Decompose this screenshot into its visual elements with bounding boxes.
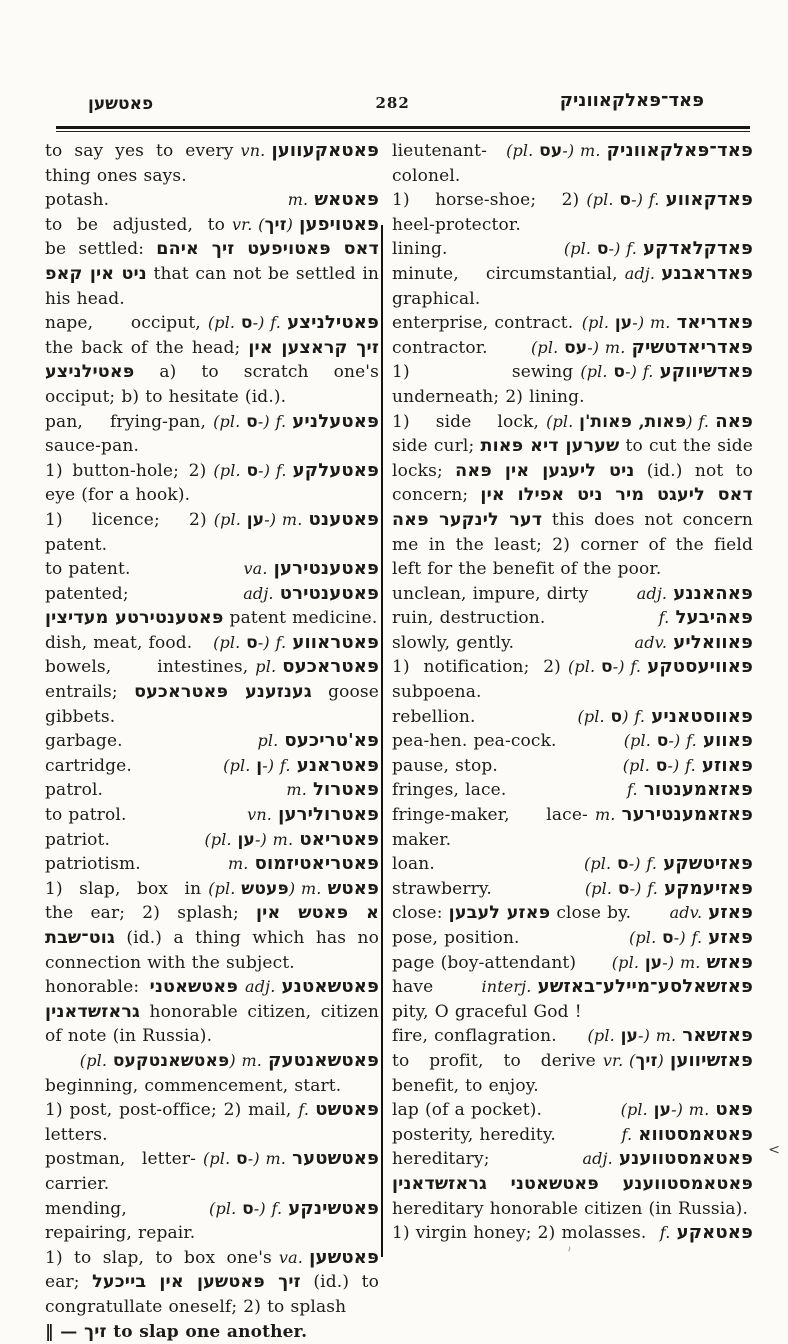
dictionary-entry xyxy=(392,877,753,902)
entry-head xyxy=(214,508,379,533)
entry-head xyxy=(531,336,753,361)
headword: פּאטעלקע xyxy=(293,460,379,481)
entry-head xyxy=(568,655,753,680)
grammar-tag: (pl. ען-) m. xyxy=(621,1100,710,1120)
grammar-tag: (pl. ען-) m. xyxy=(588,1026,677,1046)
grammar-tag: adj. xyxy=(625,264,655,284)
entry-definition: pan, frying-pan, sauce-pan. xyxy=(45,412,206,457)
dictionary-entry xyxy=(392,1221,753,1246)
entry-definition: page (boy-attendant) xyxy=(392,953,576,973)
grammar-tag: (pl. ס-) f. xyxy=(209,1199,282,1219)
dictionary-entry xyxy=(392,606,753,631)
grammar-tag: (pl. ען-) m. xyxy=(612,953,701,973)
entry-head xyxy=(213,410,379,435)
entry-head xyxy=(578,705,754,730)
entry-definition: patented; פּאטענטירטע מעדיצין patent medicine. xyxy=(45,584,377,629)
dictionary-entry xyxy=(45,139,379,188)
grammar-tag: (pl. עס-) m. xyxy=(531,338,625,358)
grammar-tag: (pl. ן-) f. xyxy=(223,756,290,776)
entry-definition: garbage. xyxy=(45,731,123,751)
headword: פּאטילניצע xyxy=(287,312,379,333)
entry-definition: pose, position. xyxy=(392,928,520,948)
entry-head xyxy=(595,803,753,828)
entry-head xyxy=(279,1246,379,1271)
entry-head xyxy=(624,729,753,754)
headword: פּאטשאטנע xyxy=(282,976,380,997)
entry-head xyxy=(203,1147,379,1172)
right-column xyxy=(379,139,753,1344)
entry-definition: postman, letter-carrier. xyxy=(45,1149,196,1194)
entry-definition: pea-hen. pea-cock. xyxy=(392,731,557,751)
headword: פּאטאמסטווענע xyxy=(619,1148,753,1169)
entry-definition: 1) notification; 2) subpoena. xyxy=(392,657,561,702)
grammar-tag: (pl. ס-) f. xyxy=(623,756,696,776)
dictionary-entry xyxy=(392,336,753,361)
left-column xyxy=(45,139,379,1344)
dictionary-entry xyxy=(45,655,379,729)
headword: פּאטש xyxy=(328,878,379,899)
entry-head xyxy=(241,139,380,164)
dictionary-entry xyxy=(392,754,753,779)
guide-word-left: פאטשען xyxy=(88,94,153,114)
grammar-tag: (pl. ס) f. xyxy=(578,707,646,727)
grammar-tag: vn. xyxy=(247,805,272,825)
entry-head xyxy=(243,582,379,607)
grammar-tag: adj. xyxy=(245,977,275,997)
grammar-tag: pl. xyxy=(257,731,278,751)
grammar-tag: (pl. ס-) f. xyxy=(624,731,697,751)
entry-definition: to say yes to every thing ones says. xyxy=(45,141,234,186)
entry-head xyxy=(257,729,379,754)
ink-speck: ٫ xyxy=(565,1242,572,1253)
headword: פּאטשען xyxy=(309,1247,379,1268)
guide-word-right: פּאד־פּאלקאווניק xyxy=(560,90,704,111)
entry-definition: minute, circumstantial, graphical. xyxy=(392,264,618,309)
grammar-tag: vn. xyxy=(241,141,266,161)
headword: פּאטענטירט xyxy=(280,583,379,604)
entry-head xyxy=(80,1049,379,1074)
dictionary-entry xyxy=(45,582,379,631)
headword: פּאזשאלסע־מיילע־באזשע xyxy=(538,976,753,997)
entry-head xyxy=(245,975,379,1000)
entry-definition: beginning, commencement, start. xyxy=(45,1076,341,1096)
dictionary-entry xyxy=(45,459,379,508)
dictionary-entry xyxy=(392,705,753,730)
dictionary-entry xyxy=(392,237,753,262)
headword: פּאוואליע xyxy=(673,632,753,653)
dictionary-entry xyxy=(45,877,379,975)
entry-definition: rebellion. xyxy=(392,707,476,727)
entry-head xyxy=(670,901,753,926)
grammar-tag: m. xyxy=(286,780,307,800)
entry-head xyxy=(625,262,753,287)
grammar-tag: va. xyxy=(279,1248,303,1268)
grammar-tag: (pl. ען-) m. xyxy=(205,830,294,850)
entry-head xyxy=(635,631,753,656)
dictionary-entry xyxy=(392,188,753,237)
entry-definition: to patent. xyxy=(45,559,131,579)
headword: פּאטראכעס xyxy=(282,656,379,677)
entry-head xyxy=(564,237,753,262)
headword: פּאזש xyxy=(707,952,753,973)
entry-definition: 1) horse-shoe; 2) heel-protector. xyxy=(392,190,579,235)
entry-head xyxy=(637,582,753,607)
grammar-tag: (pl. ען-) m. xyxy=(214,510,303,530)
headword: פּאטענט xyxy=(309,509,379,530)
entry-head xyxy=(288,188,379,213)
dictionary-entry xyxy=(392,1123,753,1148)
dictionary-entry xyxy=(45,1098,379,1147)
grammar-tag: adv. xyxy=(635,633,668,653)
headword: פּאדשיווקע xyxy=(660,361,753,382)
entry-head xyxy=(580,360,753,385)
headword: פּאטעלניע xyxy=(292,411,379,432)
entry-definition: lining. xyxy=(392,239,448,259)
entry-head xyxy=(255,655,379,680)
entry-definition: 1) button-hole; 2) eye (for a hook). xyxy=(45,461,206,506)
entry-head xyxy=(612,951,753,976)
grammar-tag: (pl. ס-) f. xyxy=(585,879,658,899)
dictionary-entry xyxy=(392,729,753,754)
headword: פּא'טריכעס xyxy=(284,730,379,751)
dictionary-entry xyxy=(45,188,379,213)
entry-head xyxy=(205,828,380,853)
entry-definition: patrol. xyxy=(45,780,103,800)
entry-definition: mending, repairing, repair. xyxy=(45,1199,195,1244)
entry-definition: unclean, impure, dirty xyxy=(392,584,588,604)
dictionary-entry xyxy=(392,778,753,803)
dictionary-entry xyxy=(392,901,753,926)
headword: פּאד־פּאלקאווניק xyxy=(607,140,753,161)
grammar-tag: (pl. ס-) f. xyxy=(580,362,653,382)
headword: פּאטאמסטווא xyxy=(638,1124,753,1145)
dictionary-entry xyxy=(392,926,753,951)
entry-definition: honorable: פּאטשאטני גראזשדאנין honorable citizen, citizen of note (in Russia). xyxy=(45,977,379,1046)
grammar-tag: (pl. ס-) f. xyxy=(629,928,702,948)
entry-head xyxy=(208,311,379,336)
entry-head xyxy=(659,606,753,631)
grammar-tag: m. xyxy=(595,805,616,825)
entry-head xyxy=(627,778,753,803)
dictionary-page xyxy=(0,90,788,1321)
headword: פּאטרולירען xyxy=(278,804,379,825)
grammar-tag: (pl. ס-) f. xyxy=(584,854,657,874)
grammar-tag: (pl. ס-) f. xyxy=(208,313,281,333)
dictionary-entry xyxy=(45,852,379,877)
dictionary-entry xyxy=(45,410,379,459)
entry-definition: 1) slap, box in the ear; 2) splash; א פּאטש אין גוט־שבת (id.) a thing which has no connection with the subject. xyxy=(45,879,379,973)
grammar-tag: f. xyxy=(660,1223,671,1243)
grammar-tag: (pl. ס-) m. xyxy=(203,1149,286,1169)
entry-definition: fire, conflagration. xyxy=(392,1026,557,1046)
entry-definition: 1) virgin honey; 2) molasses. xyxy=(392,1223,646,1243)
grammar-tag: (pl. ס-) f. xyxy=(568,657,641,677)
entry-definition: pause, stop. xyxy=(392,756,498,776)
dictionary-entry xyxy=(45,778,379,803)
entry-head xyxy=(585,877,753,902)
grammar-tag: adj. xyxy=(637,584,667,604)
grammar-tag: (pl. ס-) f. xyxy=(213,461,286,481)
dictionary-entry xyxy=(392,975,753,1024)
entry-head xyxy=(208,877,379,902)
entry-definition: dish, meat, food. xyxy=(45,633,192,653)
dictionary-entry xyxy=(45,754,379,779)
page-number: 282 xyxy=(375,94,409,112)
dictionary-entry xyxy=(45,508,379,557)
headword: פּאדריאד xyxy=(677,312,753,333)
dictionary-entry xyxy=(45,803,379,828)
entry-head xyxy=(209,1197,379,1222)
entry-definition: to profit, to derive benefit, to enjoy. xyxy=(392,1051,596,1096)
headword: פּאטאקע xyxy=(677,1222,753,1243)
headword: פּאדקאווע xyxy=(666,189,753,210)
headword: פּאזע xyxy=(708,902,753,923)
entry-head xyxy=(213,459,379,484)
dictionary-entry xyxy=(392,951,753,976)
entry-head xyxy=(243,557,379,582)
dictionary-entry xyxy=(392,1049,753,1098)
dictionary-entry xyxy=(45,828,379,853)
entry-definition: enterprise, contract. xyxy=(392,313,573,333)
grammar-tag: f. xyxy=(627,780,638,800)
headword: פּאטראווע xyxy=(292,632,379,653)
grammar-tag: f. xyxy=(621,1125,632,1145)
entry-head xyxy=(228,852,379,877)
text-columns xyxy=(45,139,754,1344)
entry-definition: lap (of a pocket). xyxy=(392,1100,542,1120)
entry-head xyxy=(582,311,753,336)
headword: פּאהיבעל xyxy=(675,607,753,628)
dictionary-entry xyxy=(45,1147,379,1196)
grammar-tag: vr. (זיך) xyxy=(232,215,293,235)
headword: פּאטענטירען xyxy=(274,558,379,579)
dictionary-entry xyxy=(45,1049,379,1098)
entry-head xyxy=(223,754,379,779)
header-rule xyxy=(56,126,750,132)
entry-head xyxy=(588,1024,753,1049)
entry-definition: fringe-maker, lace-maker. xyxy=(392,805,588,850)
entry-head xyxy=(629,926,753,951)
headword: פּאטראנע xyxy=(297,755,379,776)
headword: פּאטשטער xyxy=(292,1148,379,1169)
entry-head xyxy=(621,1098,753,1123)
entry-head xyxy=(546,410,753,435)
entry-definition: strawberry. xyxy=(392,879,492,899)
entry-definition: lieutenant-colonel. xyxy=(392,141,487,186)
entry-definition: 1) sewing underneath; 2) lining. xyxy=(392,362,585,407)
dictionary-entry xyxy=(45,729,379,754)
dictionary-entry xyxy=(392,139,753,188)
entry-head xyxy=(286,778,379,803)
dictionary-entry xyxy=(392,1098,753,1123)
entry-head xyxy=(582,1147,753,1172)
entry-head xyxy=(506,139,753,164)
entry-definition: 1) to slap, to box one's ear; זיך פּאטשען אין בייכעל (id.) to congratullate oneself; 2) to splash xyxy=(45,1248,379,1317)
entry-definition: loan. xyxy=(392,854,435,874)
headword: פּאזיעמקע xyxy=(664,878,753,899)
headword: פּאטריאט xyxy=(299,829,379,850)
entry-definition: to patrol. xyxy=(45,805,127,825)
headword: פּאטאקעווען xyxy=(271,140,379,161)
entry-definition: fringes, lace. xyxy=(392,780,506,800)
headword: פּאוזע xyxy=(702,755,753,776)
entry-head xyxy=(621,1123,753,1148)
entry-definition: hereditary; פּאטאמסטווענע פּאטשאטני גראזשדאנין hereditary honorable citizen (in Russia). xyxy=(392,1149,753,1218)
grammar-tag: (pl. ס-) f. xyxy=(213,412,286,432)
dictionary-entry xyxy=(392,803,753,852)
margin-mark: < xyxy=(768,1142,780,1158)
dictionary-entry xyxy=(45,1320,379,1344)
headword: פּאווסטאניע xyxy=(651,706,753,727)
entry-definition: posterity, heredity. xyxy=(392,1125,556,1145)
dictionary-entry xyxy=(45,1246,379,1320)
entry-definition: 1) side lock, side curl; שערען דיא פּאות to cut the side locks; ניט ליעגען אין פּאה (id.) not to concern; דאס ליעגט מיר ניט אפילו אין דער לינקער פּאה this does not concern me in the least; 2) corner of the field left for the benefit of the poor. xyxy=(392,412,753,580)
entry-definition: slowly, gently. xyxy=(392,633,514,653)
entry-definition: ruin, destruction. xyxy=(392,608,545,628)
dictionary-entry xyxy=(392,1024,753,1049)
dictionary-entry xyxy=(392,262,753,311)
headword: פּאטריאטיזמוס xyxy=(255,853,379,874)
entry-head xyxy=(586,188,753,213)
dictionary-entry xyxy=(392,360,753,409)
headword: פּאדקלאדקע xyxy=(643,238,753,259)
entry-definition: contractor. xyxy=(392,338,488,358)
page-header xyxy=(0,90,788,124)
headword: פּאט xyxy=(715,1099,753,1120)
entry-definition: close: פּאזע לעבען close by. xyxy=(392,903,631,923)
entry-definition: 1) post, post-office; 2) mail, letters. xyxy=(45,1100,291,1145)
grammar-tag: f. xyxy=(298,1100,309,1120)
headword: פּאטאש xyxy=(314,189,379,210)
grammar-tag: interj. xyxy=(481,977,531,997)
headword: פּאזאמענטור xyxy=(644,779,753,800)
headword: פּאדריאדטשיק xyxy=(632,337,753,358)
entry-head xyxy=(603,1049,753,1074)
grammar-tag: adv. xyxy=(670,903,703,923)
dictionary-entry xyxy=(392,582,753,607)
grammar-tag: (pl. פּאות, פּאות'ן) f. xyxy=(546,412,709,432)
entry-definition: ‖ — זיך to slap one another. xyxy=(45,1322,307,1342)
grammar-tag: m. xyxy=(228,854,249,874)
dictionary-entry xyxy=(45,557,379,582)
headword: פּאזע xyxy=(708,927,753,948)
grammar-tag: m. xyxy=(288,190,309,210)
dictionary-entry xyxy=(392,311,753,336)
dictionary-entry xyxy=(45,213,379,311)
entry-definition: potash. xyxy=(45,190,109,210)
dictionary-entry xyxy=(392,852,753,877)
entry-head xyxy=(298,1098,379,1123)
entry-head xyxy=(584,852,753,877)
entry-head xyxy=(213,631,379,656)
dictionary-entry xyxy=(45,631,379,656)
entry-head xyxy=(623,754,753,779)
grammar-tag: (pl. ס-) f. xyxy=(564,239,637,259)
entry-definition: have pity, O graceful God ! xyxy=(392,977,582,1022)
grammar-tag: va. xyxy=(243,559,267,579)
dictionary-entry xyxy=(45,311,379,409)
headword: פּאזאמענטירער xyxy=(622,804,753,825)
headword: פּאטשאנטעק xyxy=(268,1050,379,1071)
grammar-tag: adj. xyxy=(243,584,273,604)
entry-definition: 1) licence; 2) patent. xyxy=(45,510,207,555)
headword: פּאהאננע xyxy=(673,583,753,604)
entry-head xyxy=(247,803,379,828)
dictionary-entry xyxy=(392,1147,753,1221)
headword: פּאטויפען xyxy=(299,214,379,235)
dictionary-entry xyxy=(45,975,379,1049)
headword: פּאטשינקע xyxy=(288,1198,379,1219)
headword: פּאטרול xyxy=(313,779,379,800)
headword: פּאוויעסטקע xyxy=(647,656,753,677)
headword: פּאדראבנע xyxy=(661,263,753,284)
entry-head xyxy=(660,1221,753,1246)
entry-definition: patriotism. xyxy=(45,854,141,874)
grammar-tag: pl. xyxy=(255,657,276,677)
headword: פּאזיטשקע xyxy=(663,853,753,874)
dictionary-entry xyxy=(392,631,753,656)
entry-definition: cartridge. xyxy=(45,756,132,776)
grammar-tag: (pl. פּעטש) m. xyxy=(208,879,321,899)
entry-definition: patriot. xyxy=(45,830,110,850)
headword: פּאה xyxy=(715,411,753,432)
headword: פּאזשיווען xyxy=(670,1050,753,1071)
entry-definition: nape, occiput, the back of the head; זיך קראצען אין פּאטילניצע a) to scratch one's occiput; b) to hesitate (id.). xyxy=(45,313,379,407)
headword: פּאווע xyxy=(703,730,753,751)
grammar-tag: vr. (זיך) xyxy=(603,1051,664,1071)
grammar-tag: (pl. ען-) m. xyxy=(582,313,671,333)
headword: פּאטשט xyxy=(315,1099,379,1120)
dictionary-entry xyxy=(392,655,753,704)
entry-definition: to be adjusted, to be settled: דאס פּאטויפעט זיך איהם ניט אין קאפ that can not be settled in his head. xyxy=(45,215,379,309)
grammar-tag: f. xyxy=(659,608,670,628)
dictionary-entry xyxy=(392,410,753,582)
headword: פּאזשאר xyxy=(682,1025,753,1046)
grammar-tag: (pl. ס-) f. xyxy=(586,190,659,210)
column-divider-rule xyxy=(381,225,383,1257)
grammar-tag: (pl. פּאטשאנטקעס) m. xyxy=(80,1051,262,1071)
grammar-tag: adj. xyxy=(582,1149,612,1169)
grammar-tag: (pl. עס-) m. xyxy=(506,141,600,161)
grammar-tag: (pl. ס-) f. xyxy=(213,633,286,653)
entry-definition: bowels, intestines, entrails; גענזענע פּאטראכעס goose gibbets. xyxy=(45,657,379,726)
entry-head xyxy=(481,975,753,1000)
dictionary-entry xyxy=(45,1197,379,1246)
entry-head xyxy=(232,213,379,238)
